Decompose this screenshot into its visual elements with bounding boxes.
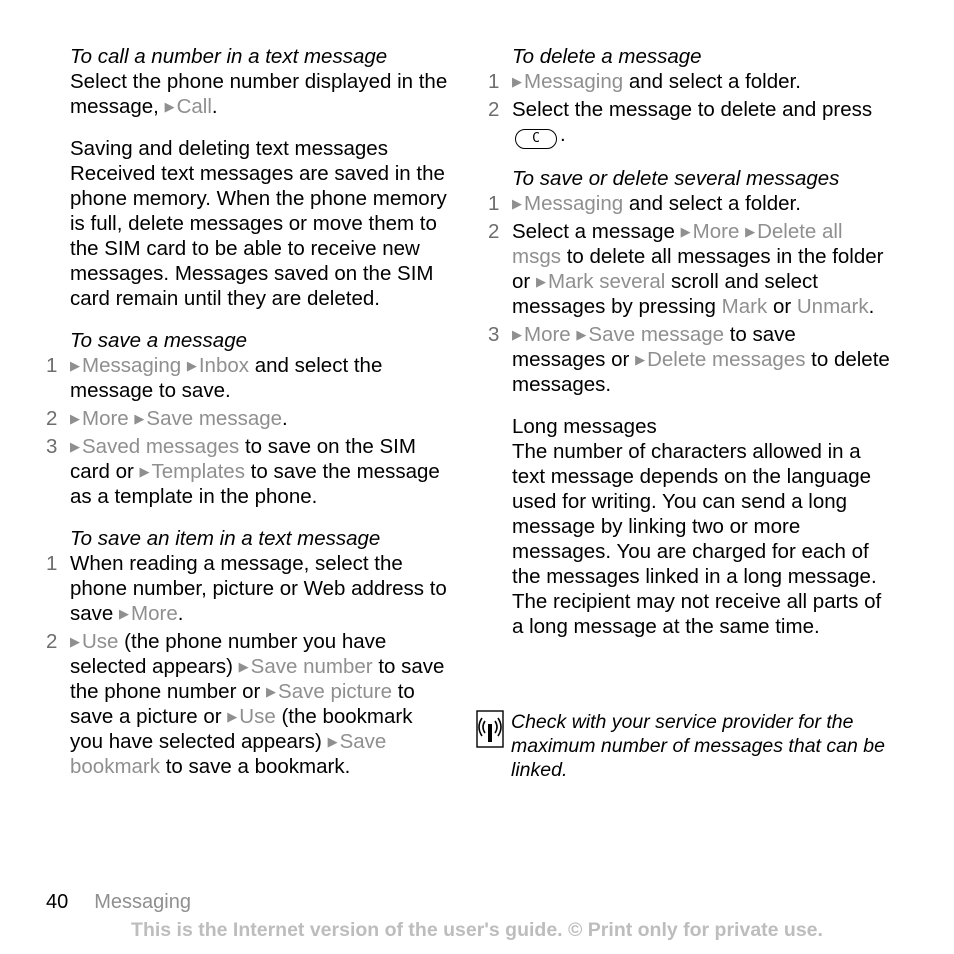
menu-link: Save picture: [278, 680, 392, 703]
disclaimer: This is the Internet version of the user's guide. © Print only for private use.: [131, 919, 823, 941]
delete-heading: To delete a message: [512, 45, 702, 68]
several-step-1: [488, 191, 890, 216]
arrow-icon: ▶: [134, 411, 145, 426]
menu-link: Saved messages: [82, 435, 240, 458]
menu-link: Messaging: [82, 354, 182, 377]
several-step-3: [488, 322, 890, 397]
step-number: 2: [488, 220, 500, 243]
call-heading: To call a number in a text message: [70, 45, 388, 68]
save-item-step-1: 1 When reading a message, select the phone number, picture or Web address to save ▶More.: [46, 552, 447, 625]
note-text: Check with your service provider for the maximum number of messages that can be linked.: [511, 711, 885, 781]
menu-link: Save bookmark: [70, 730, 387, 778]
arrow-icon: ▶: [327, 734, 338, 749]
arrow-icon: ▶: [512, 327, 522, 342]
step-text: or: [772, 295, 792, 318]
arrow-icon: ▶: [119, 606, 130, 621]
step-text: to save a bookmark.: [165, 755, 351, 778]
step-text: to delete all messages in the folder or: [512, 245, 884, 293]
arrow-icon: ▶: [186, 358, 197, 373]
long-heading: Long messages: [512, 415, 657, 438]
step-text: and select the message to save.: [70, 354, 383, 402]
arrow-icon: ▶: [227, 709, 238, 724]
arrow-icon: ▶: [512, 74, 522, 89]
arrow-icon: ▶: [680, 224, 691, 239]
step-number: 3: [488, 323, 500, 346]
save-message-step-1: [46, 353, 448, 403]
menu-link: Messaging: [524, 192, 624, 215]
arrow-icon: ▶: [70, 634, 80, 649]
long-body: The number of characters allowed in a text message depends on the language used for writing. You can send a long message by linking two or more messages. You are charged for each of the messages linked in a long message. The recipient may not receive all parts of a long message at the same time.: [512, 440, 882, 638]
step-text: (the phone number you have selected appears): [70, 630, 387, 678]
step-number: 3: [46, 435, 58, 458]
page-number: 40: [46, 891, 69, 913]
page-footer: [46, 890, 191, 915]
step-text: to delete messages.: [512, 348, 890, 396]
call-link: Call: [176, 95, 212, 118]
note-box: [476, 710, 886, 782]
step-number: 1: [488, 192, 500, 215]
arrow-icon: ▶: [139, 464, 150, 479]
save-message-heading: To save a message: [70, 329, 248, 352]
step-number: 2: [46, 630, 58, 653]
step-text: Select a message: [512, 220, 675, 243]
menu-link: More: [82, 407, 129, 430]
delete-step-1: [488, 69, 890, 94]
menu-link: Mark: [721, 295, 768, 318]
step-text: to save messages or: [512, 323, 796, 371]
step-text: and select a folder.: [628, 70, 801, 93]
save-message-step-2: [46, 406, 448, 431]
right-column: [488, 44, 890, 639]
menu-link: Delete all msgs: [512, 220, 843, 268]
arrow-icon: ▶: [70, 411, 80, 426]
menu-link: Save message: [588, 323, 725, 346]
menu-link: Delete messages: [647, 348, 806, 371]
arrow-icon: ▶: [238, 659, 249, 674]
step-number: 1: [46, 552, 58, 575]
call-body: Select the phone number displayed in the message, ▶Call.: [70, 70, 448, 118]
step-text: Select the message to delete and press: [512, 98, 873, 121]
call-body-text: Select the phone number displayed in the message,: [70, 70, 448, 118]
step-text: scroll and select messages by pressing: [512, 270, 818, 318]
save-message-step-3: [46, 434, 448, 509]
delete-step-2: 2 Select the message to delete and press C .: [512, 97, 890, 149]
operator-signal-icon: [476, 710, 504, 748]
menu-link: More: [131, 602, 178, 625]
arrow-icon: ▶: [164, 99, 175, 114]
menu-link: Use: [239, 705, 276, 728]
menu-link: Inbox: [198, 354, 249, 377]
step-text: to save the phone number or: [70, 655, 445, 703]
step-number: 2: [488, 98, 500, 121]
step-text: to save the message as a template in the phone.: [70, 460, 440, 508]
menu-link: More: [692, 220, 740, 243]
step-text: to save a picture or: [70, 680, 415, 728]
arrow-icon: ▶: [535, 274, 546, 289]
arrow-icon: ▶: [70, 439, 80, 454]
menu-link: Messaging: [524, 70, 624, 93]
menu-link: Unmark: [796, 295, 869, 318]
arrow-icon: ▶: [266, 684, 277, 699]
arrow-icon: ▶: [70, 358, 80, 373]
c-key-icon: C: [515, 129, 557, 149]
save-item-step-2: [46, 629, 448, 779]
arrow-icon: ▶: [745, 224, 756, 239]
menu-link: Save number: [250, 655, 373, 678]
step-number: 1: [488, 70, 500, 93]
step-number: 1: [46, 354, 58, 377]
menu-link: Save message: [146, 407, 283, 430]
several-step-2: 2 Select a message ▶More ▶Delete all msgs to delete all messages in the folder or ▶Mark several scroll and select messages by pressing Mark or Unmark.: [488, 220, 884, 318]
menu-link: More: [524, 323, 571, 346]
menu-link: Use: [82, 630, 119, 653]
step-text: and select a folder.: [628, 192, 801, 215]
several-heading: To save or delete several messages: [512, 167, 840, 190]
saving-body: Received text messages are saved in the phone memory. When the phone memory is full, delete messages or move them to the SIM card to be able to receive new messages. Messages saved on the SIM card remain until they are deleted.: [70, 162, 447, 310]
step-text: (the bookmark you have selected appears): [70, 705, 413, 753]
left-column: [46, 44, 448, 779]
step-text: When reading a message, select the phone number, picture or Web address to save: [70, 552, 447, 625]
section-name: Messaging: [94, 891, 191, 913]
saving-heading: Saving and deleting text messages: [70, 137, 388, 160]
step-text: to save on the SIM card or: [70, 435, 416, 483]
arrow-icon: ▶: [576, 327, 587, 342]
menu-link: Templates: [151, 460, 245, 483]
step-text: .: [282, 407, 288, 430]
arrow-icon: ▶: [512, 196, 522, 211]
save-item-heading: To save an item in a text message: [70, 527, 381, 550]
menu-link: Mark several: [547, 270, 666, 293]
arrow-icon: ▶: [635, 352, 646, 367]
step-number: 2: [46, 407, 58, 430]
